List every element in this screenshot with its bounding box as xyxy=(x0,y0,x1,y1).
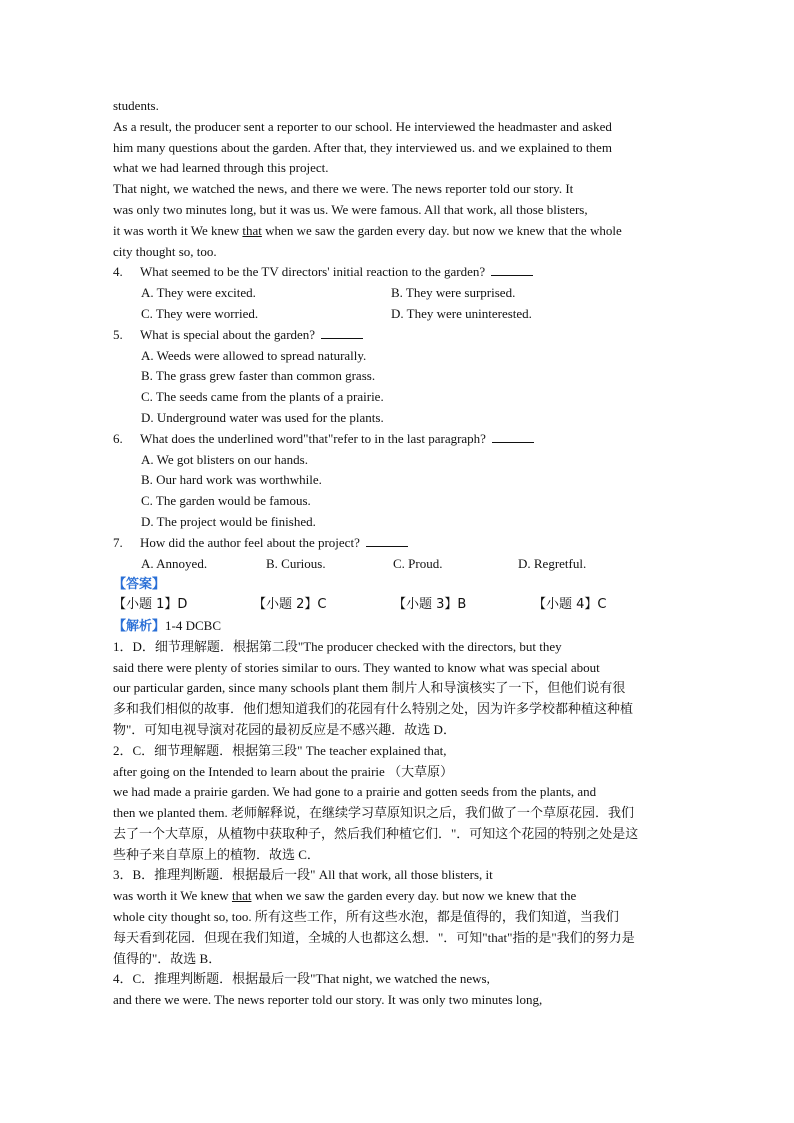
question-7 xyxy=(113,533,683,575)
option-d[interactable]: D. The project would be finished. xyxy=(141,513,316,529)
analysis-line: 些种子来自草原上的植物．故选 C． xyxy=(113,846,320,862)
passage-line: what we had learned through this project. xyxy=(113,160,329,176)
question-text: What is special about the garden? xyxy=(140,326,316,342)
analysis-line: 每天看到花园．但现在我们知道，全城的人也都这么想．"．可知"that"指的是"我们的努力是 xyxy=(113,929,635,945)
analysis-tag: 【解析】 xyxy=(113,618,166,634)
analysis-line: 1．D．细节理解题．根据第二段"The producer checked with the directors, but they xyxy=(113,638,562,654)
option-a[interactable]: A. Weeds were allowed to spread naturally. xyxy=(141,347,367,363)
question-number: 4. xyxy=(113,264,123,280)
analysis-line: 去了一个大草原，从植物中获取种子，然后我们种植它们．"．可知这个花园的特别之处是这 xyxy=(113,825,639,841)
text-segment: when we saw the garden every day. but now we knew that the whole xyxy=(261,222,622,238)
option-b[interactable]: B. The grass grew faster than common grass. xyxy=(141,368,376,384)
reading-passage xyxy=(113,96,683,262)
analysis-line: 多和我们相似的故事．他们想知道我们的花园有什么特别之处，因为许多学校都种植这种植 xyxy=(113,701,634,717)
analysis-line: after going on the Intended to learn about the prairie （大草原） xyxy=(113,763,454,779)
analysis-line: 值得的"．故选 B． xyxy=(113,950,222,966)
text-segment: was worth it We knew xyxy=(113,888,232,904)
document-page xyxy=(113,96,683,1011)
option-b[interactable]: B. Curious. xyxy=(266,555,326,571)
option-b[interactable]: B. Our hard work was worthwhile. xyxy=(141,472,322,488)
analysis-body xyxy=(113,637,683,1011)
passage-line: students. xyxy=(113,98,159,113)
question-4 xyxy=(113,262,683,324)
analysis-line: then we planted them. 老师解释说，在继续学习草原知识之后，我们做了一个草原花园．我们 xyxy=(113,805,635,821)
option-a[interactable]: A. They were excited. xyxy=(141,285,256,301)
passage-line: As a result, the producer sent a reporter to our school. He interviewed the headmaster and asked xyxy=(113,118,612,134)
option-d[interactable]: D. Underground water was used for the plants. xyxy=(141,409,384,425)
passage-line: That night, we watched the news, and there we were. The news reporter told our story. It xyxy=(113,181,574,197)
analysis-line: 3．B．推理判断题．根据最后一段" All that work, all those blisters, it xyxy=(113,867,493,883)
option-d[interactable]: D. They were uninterested. xyxy=(391,305,532,321)
passage-line-underlined xyxy=(113,221,683,242)
question-text: What does the underlined word"that"refer to in the last paragraph? xyxy=(140,430,486,446)
answer-blank[interactable] xyxy=(366,533,408,547)
text-segment: when we saw the garden every day. but now we knew that the xyxy=(251,888,577,904)
analysis-line-underlined xyxy=(113,886,683,907)
answer-blank[interactable] xyxy=(492,429,534,443)
question-number: 5. xyxy=(113,326,123,342)
analysis-line: we had made a prairie garden. We had gone to a prairie and gotten seeds from the plants, and xyxy=(113,784,597,800)
answer-heading xyxy=(113,574,683,595)
question-6 xyxy=(113,429,683,533)
option-b[interactable]: B. They were surprised. xyxy=(391,285,516,301)
analysis-line: our particular garden, since many schools plant them 制片人和导演核实了一下，但他们说有很 xyxy=(113,680,626,696)
underlined-word: that xyxy=(242,222,262,238)
answer-list xyxy=(113,595,683,616)
analysis-line: said there were plenty of stories similar to ours. They wanted to know what was special about xyxy=(113,659,600,675)
answer-item: 【小题 4】C xyxy=(533,597,607,613)
analysis-line: whole city thought so, too. 所有这些工作，所有这些水泡，都是值得的，我们知道，当我们 xyxy=(113,909,619,925)
question-number: 6. xyxy=(113,430,123,446)
answer-blank[interactable] xyxy=(321,325,363,339)
question-text: What seemed to be the TV directors' initial reaction to the garden? xyxy=(140,264,486,280)
analysis-line: 4．C．推理判断题．根据最后一段"That night, we watched the news, xyxy=(113,971,490,987)
question-text: How did the author feel about the project? xyxy=(140,534,360,550)
passage-line: was only two minutes long, but it was us. We were famous. All that work, all those blisters, xyxy=(113,201,588,217)
analysis-summary: 1-4 DCBC xyxy=(165,617,221,633)
option-a[interactable]: A. We got blisters on our hands. xyxy=(141,451,308,467)
analysis-line: and there we were. The news reporter told our story. It was only two minutes long, xyxy=(113,992,543,1008)
option-c[interactable]: C. The garden would be famous. xyxy=(141,493,311,509)
answer-tag: 【答案】 xyxy=(113,577,166,593)
option-c[interactable]: C. The seeds came from the plants of a prairie. xyxy=(141,389,384,405)
underlined-word: that xyxy=(231,888,252,904)
option-c[interactable]: C. They were worried. xyxy=(141,305,259,321)
text-segment: it was worth it We knew xyxy=(113,222,243,238)
option-a[interactable]: A. Annoyed. xyxy=(141,555,208,571)
passage-line: him many questions about the garden. After that, they interviewed us. and we explained to them xyxy=(113,139,612,155)
option-c[interactable]: C. Proud. xyxy=(393,555,443,571)
question-number: 7. xyxy=(113,534,123,550)
analysis-line: 2．C．细节理解题．根据第三段" The teacher explained that, xyxy=(113,742,447,758)
option-d[interactable]: D. Regretful. xyxy=(518,555,587,571)
passage-line: city thought so, too. xyxy=(113,243,217,259)
answer-item: 【小题 3】B xyxy=(393,597,467,613)
analysis-heading xyxy=(113,616,683,637)
analysis-line: 物"．可知电视导演对花园的最初反应是不感兴趣．故选 D． xyxy=(113,721,456,737)
question-5 xyxy=(113,325,683,429)
answer-item: 【小题 1】D xyxy=(113,597,188,613)
answer-item: 【小题 2】C xyxy=(253,597,327,613)
answer-blank[interactable] xyxy=(491,262,533,276)
